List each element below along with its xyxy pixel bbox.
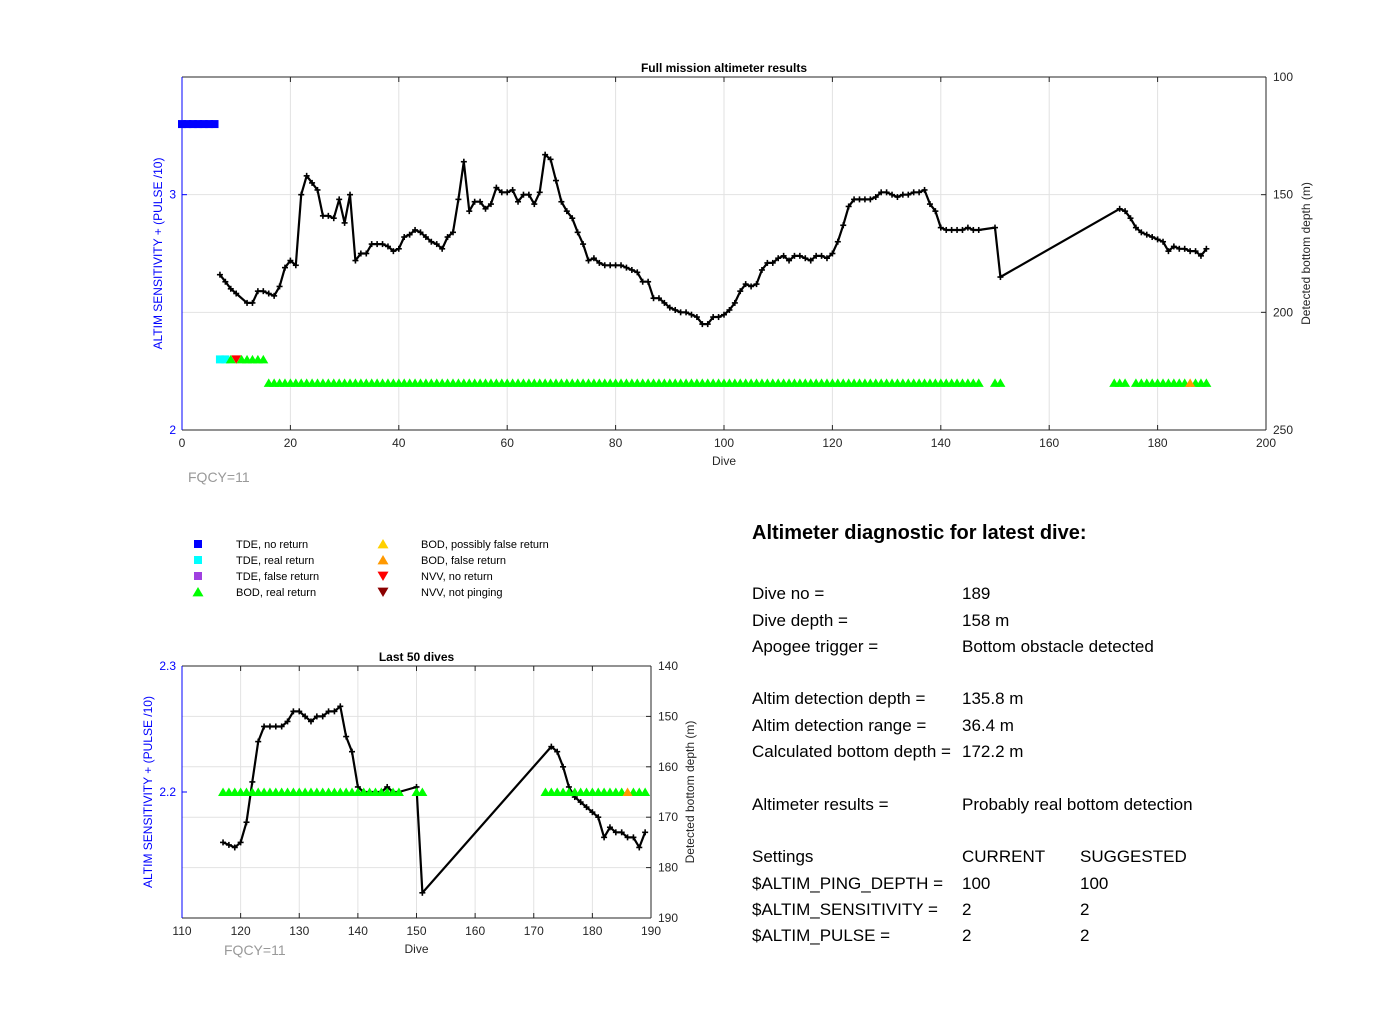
altim-depth-label: Altim detection depth = [752,689,926,709]
legend-label: NVV, no return [421,571,493,583]
chart-1 [141,650,697,958]
setting-row-ping-depth [752,871,1372,897]
x-tick-label: 180 [582,924,603,938]
fqcy-annotation: FQCY=11 [224,942,286,958]
setting-row-sensitivity [752,897,1372,923]
legend-marker [378,555,389,564]
dive-depth-row [752,608,1372,634]
y-right-tick-label: 180 [658,860,679,875]
suggested-label: SUGGESTED [1080,847,1187,867]
dive-no-value: 189 [962,584,991,604]
y-right-axis-label: Detected bottom depth (m) [683,720,697,864]
fqcy-annotation: FQCY=11 [188,469,250,485]
legend-marker [378,588,389,597]
y-right-tick-label: 150 [658,709,679,724]
setting-current: 2 [962,899,972,919]
y-left-tick-label: 2.2 [159,785,176,799]
x-tick-label: 40 [392,436,406,450]
legend-label: BOD, possibly false return [421,539,549,551]
calc-depth-row [752,739,1372,765]
setting-name: $ALTIM_PULSE = [752,926,891,946]
altim-range-row [752,713,1372,739]
setting-suggested: 2 [1080,926,1090,946]
chart-title: Last 50 dives [378,650,455,664]
results-label: Altimeter results = [752,794,889,814]
legend-label: TDE, real return [236,555,315,567]
y-left-tick-label: 3 [169,187,176,202]
y-right-tick-label: 100 [1273,70,1294,84]
x-tick-label: 80 [608,436,623,450]
setting-row-pulse [752,923,1372,949]
calc-depth-label: Calculated bottom depth = [752,742,951,762]
marker-point [211,120,219,128]
chart-0 [151,61,1313,485]
altim-depth-value: 135.8 m [962,689,1024,709]
y-left-tick-label: 2 [169,423,176,437]
apogee-value: Bottom obstacle detected [962,636,1154,656]
settings-label: Settings [752,847,814,867]
x-tick-label: 200 [1255,436,1277,450]
setting-suggested: 100 [1080,873,1109,893]
x-axis-label: Dive [711,454,737,468]
y-right-tick-label: 160 [658,759,679,774]
altim-range-label: Altim detection range = [752,715,927,735]
x-axis-label: Dive [404,942,429,956]
legend-marker [378,539,389,548]
calc-depth-value: 172.2 m [962,742,1024,762]
y-right-axis-label: Detected bottom depth (m) [1299,182,1313,325]
x-tick-label: 100 [713,436,735,450]
legend-marker [193,587,204,596]
y-right-tick-label: 170 [658,810,679,825]
legend-label: BOD, false return [421,555,506,567]
setting-name: $ALTIM_SENSITIVITY = [752,899,938,919]
x-tick-label: 110 [172,924,192,938]
x-tick-label: 160 [465,924,486,938]
x-tick-label: 60 [500,436,514,450]
legend-marker [194,540,202,548]
x-tick-label: 180 [1147,436,1168,450]
current-label: CURRENT [962,847,1046,867]
y-left-axis-label: ALTIM SENSITIVITY + (PULSE /10) [151,157,165,350]
x-tick-label: 120 [822,436,843,450]
legend [193,539,549,599]
legend-label: NVV, not pinging [421,587,503,599]
x-tick-label: 120 [230,924,251,938]
dive-no-row [752,581,1372,607]
setting-current: 100 [962,873,991,893]
y-left-tick-label: 2.3 [159,659,176,673]
apogee-row [752,634,1372,660]
x-tick-label: 0 [178,436,186,450]
setting-current: 2 [962,926,972,946]
setting-name: $ALTIM_PING_DEPTH = [752,873,943,893]
y-right-tick-label: 150 [1273,187,1294,202]
x-tick-label: 140 [930,436,951,450]
x-tick-label: 130 [289,924,310,938]
y-right-tick-label: 190 [658,911,679,925]
altim-depth-row [752,686,1372,712]
y-right-tick-label: 250 [1273,423,1294,437]
legend-marker [378,572,389,581]
x-tick-label: 190 [640,924,662,938]
dive-depth-label: Dive depth = [752,610,848,630]
legend-label: BOD, real return [236,587,317,599]
x-tick-label: 150 [406,924,427,938]
y-right-tick-label: 200 [1273,305,1294,320]
diagnostic-panel [752,515,1372,949]
dive-depth-value: 158 m [962,610,1010,630]
series-tde-no-return [178,120,219,128]
results-value: Probably real bottom detection [962,794,1193,814]
x-tick-label: 20 [283,436,298,450]
legend-marker [194,556,202,564]
chart-title: Full mission altimeter results [640,61,808,75]
setting-suggested: 2 [1080,899,1090,919]
apogee-label: Apogee trigger = [752,636,879,656]
settings-header-row [752,844,1372,870]
y-right-tick-label: 140 [658,659,679,673]
legend-label: TDE, false return [236,571,320,583]
legend-marker [194,572,202,580]
results-row [752,792,1372,818]
y-left-axis-label: ALTIM SENSITIVITY + (PULSE /10) [141,696,155,888]
x-tick-label: 170 [523,924,544,938]
diagnostic-heading: Altimeter diagnostic for latest dive: [752,522,1087,544]
altim-range-value: 36.4 m [962,715,1014,735]
dive-no-label: Dive no = [752,584,825,604]
x-tick-label: 160 [1039,436,1060,450]
x-tick-label: 140 [347,924,368,938]
legend-label: TDE, no return [236,539,309,551]
